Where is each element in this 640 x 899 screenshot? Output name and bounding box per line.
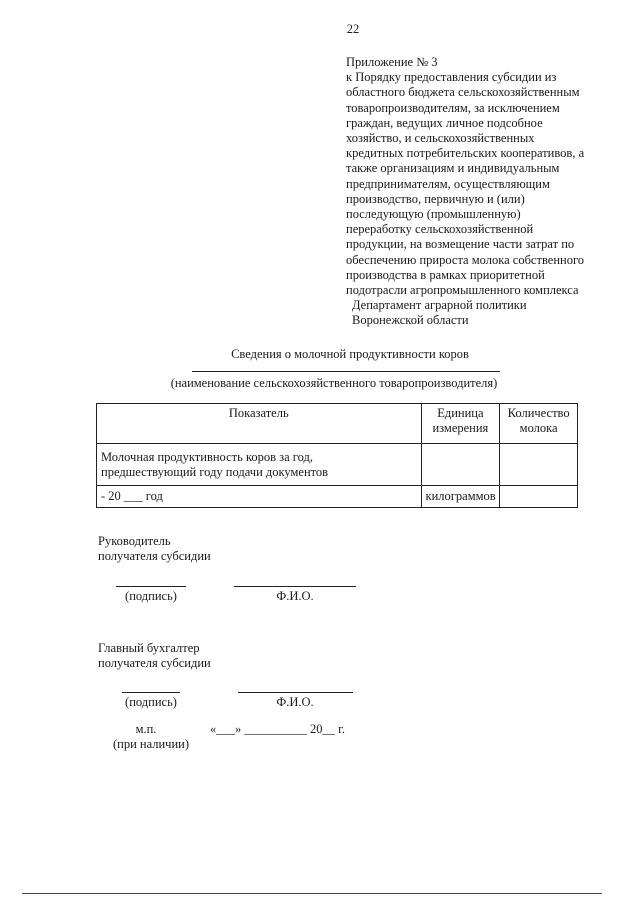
appendix-line: предпринимателям, осуществляющим [346,176,550,191]
appendix-line: хозяйство, и сельскохозяйственных [346,131,535,146]
date-line[interactable]: «___» __________ 20__ г. [210,722,345,736]
appendix-line: кредитных потребительских кооперативов, а [346,146,585,161]
head-name-caption: Ф.И.О. [276,589,314,603]
appendix-line: обеспечению прироста молока собственного [346,252,585,267]
page-bottom-rule [22,893,602,894]
head-label-sub: получателя субсидии [98,549,211,563]
document-title: Сведения о молочной продуктивности коров [231,347,469,361]
stamp-note: (при наличии) [112,737,190,751]
header-indicator: Показатель [97,404,422,444]
cell-indicator: - 20 ___ год [97,486,422,508]
page-number: 22 [346,22,360,36]
appendix-line: областного бюджета сельскохозяйственным [346,85,580,100]
cell-quantity[interactable] [500,486,578,508]
producer-name-line[interactable] [192,371,500,372]
head-name-line[interactable] [234,586,356,587]
appendix-line: переработку сельскохозяйственной [346,222,534,237]
table-header-row [97,404,578,444]
head-label: Руководитель [98,534,171,548]
header-unit: Единица измерения [421,404,500,444]
accountant-signature-line[interactable] [122,692,180,693]
cell-unit: килограммов [421,486,500,508]
head-signature-caption: (подпись) [125,589,177,603]
accountant-label: Главный бухгалтер [98,641,200,655]
head-signature-line[interactable] [116,586,186,587]
accountant-name-line[interactable] [238,692,353,693]
cell-quantity[interactable] [500,444,578,486]
appendix-line: Приложение № 3 [346,55,438,69]
cell-unit[interactable] [421,444,500,486]
addressee-line: Департамент аграрной политики [352,298,527,312]
addressee [352,298,602,328]
accountant-signature-caption: (подпись) [125,695,177,709]
addressee-line: Воронежской области [352,313,469,328]
appendix-line: товаропроизводителям, за исключением [346,100,560,115]
stamp-label: м.п. [135,722,157,736]
accountant-name-caption: Ф.И.О. [276,695,314,709]
cell-indicator: Молочная продуктивность коров за год, предшествующий году подачи документов [97,444,422,486]
appendix-line: к Порядку предоставления субсидии из [346,70,557,85]
appendix-line: производства в рамках приоритетной [346,267,545,282]
appendix-line: также организациям и индивидуальным [346,161,560,176]
producer-name-caption: (наименование сельскохозяйственного товаропроизводителя) [170,376,498,390]
header-quantity: Количество молока [500,404,578,444]
appendix-note [346,55,608,298]
accountant-label-sub: получателя субсидии [98,656,211,670]
appendix-line: последующую (промышленную) [346,207,521,222]
productivity-table [96,403,578,508]
table-row [97,444,578,486]
appendix-line: граждан, ведущих личное подсобное [346,115,543,130]
appendix-line: продукции, на возмещение части затрат по [346,237,575,252]
appendix-line: производство, первичную и (или) [346,191,525,206]
appendix-line: подотрасли агропромышленного комплекса [346,283,579,298]
table-row [97,486,578,508]
